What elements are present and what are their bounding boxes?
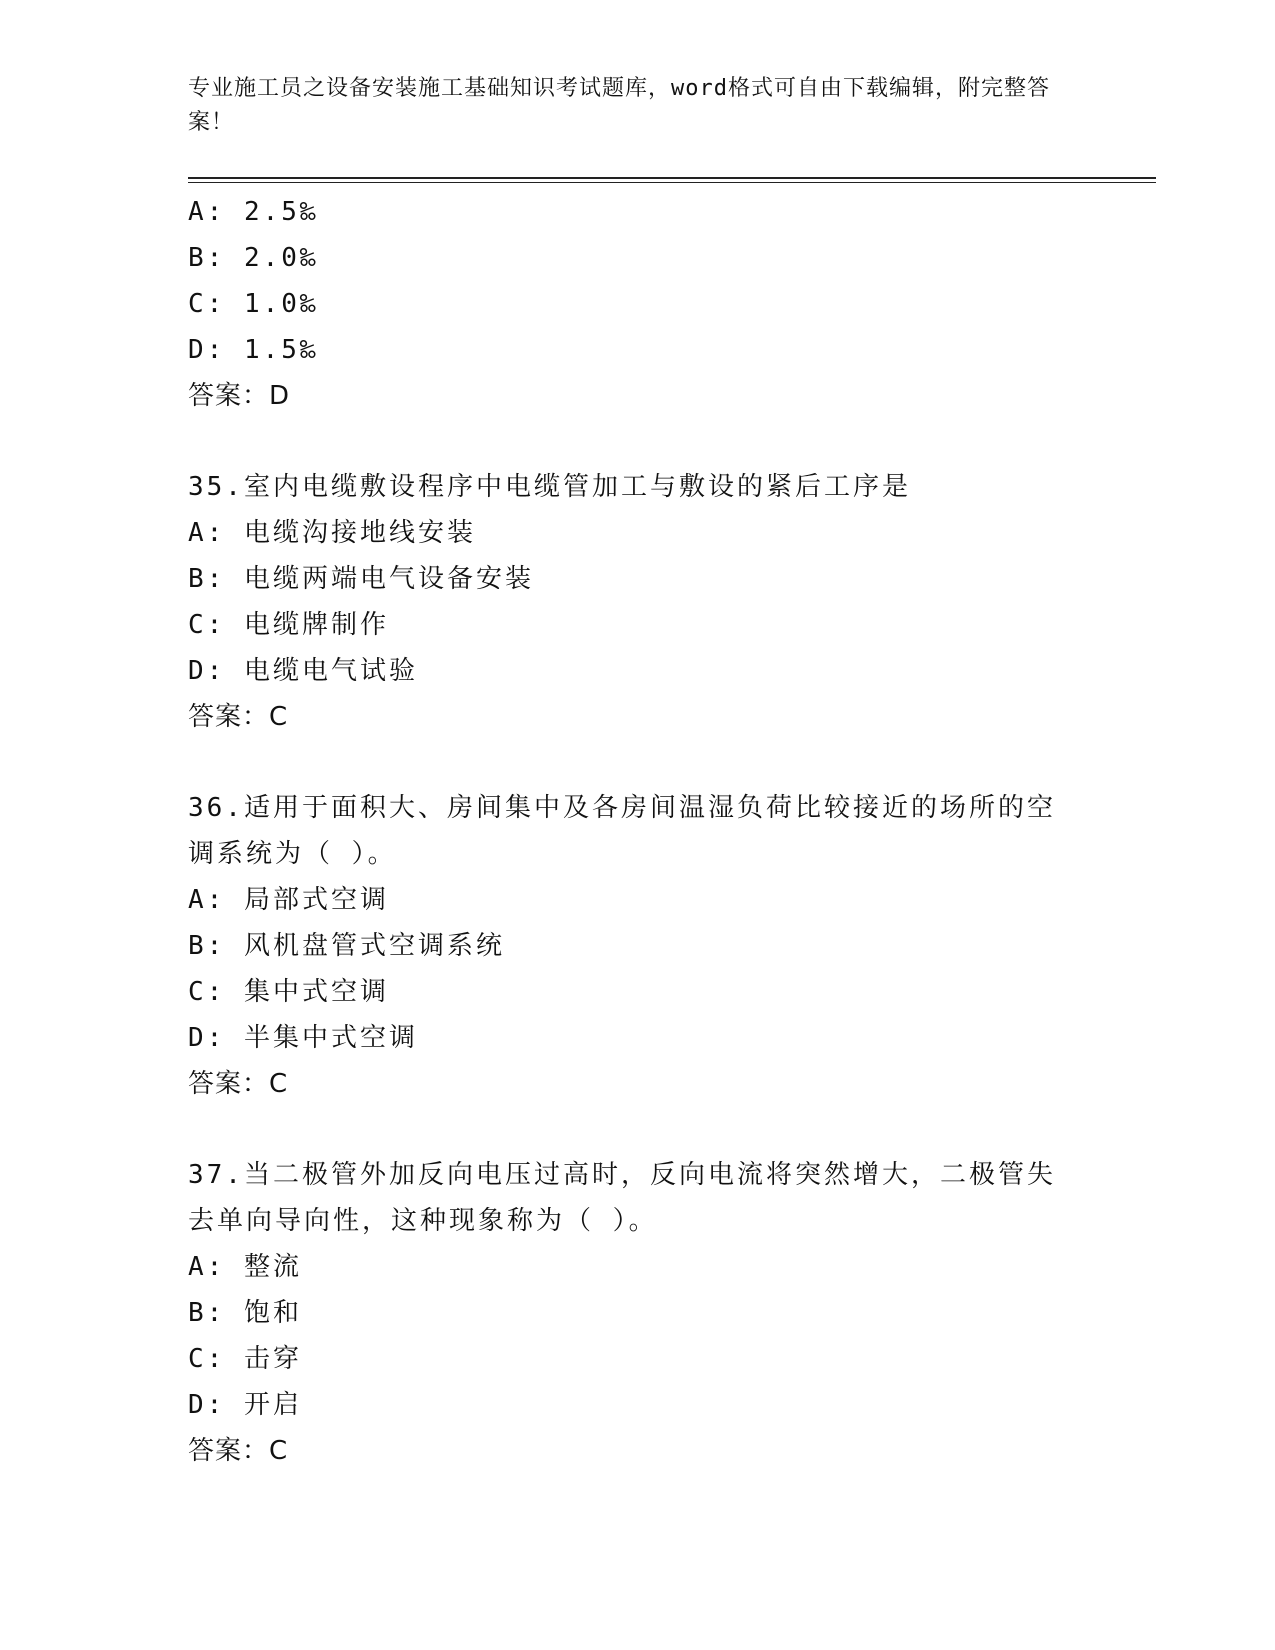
option-label: A: [188, 518, 226, 548]
option-label: B: [188, 243, 226, 273]
option-b [188, 1290, 1088, 1336]
option-c [188, 969, 1088, 1015]
option-label: A: [188, 1252, 226, 1282]
document-header: 专业施工员之设备安装施工基础知识考试题库，word格式可自由下载编辑，附完整答案！ [188, 76, 1050, 135]
option-text: 电缆牌制作 [243, 610, 389, 640]
answer-line: 答案：C [188, 1069, 289, 1099]
option-label: D: [188, 1023, 226, 1053]
option-text: 2.0‰ [243, 243, 319, 273]
option-a [188, 877, 1088, 923]
option-label: C: [188, 610, 226, 640]
option-b [188, 235, 1088, 281]
option-text: 电缆电气试验 [243, 656, 418, 686]
option-d [188, 1015, 1088, 1061]
option-a [188, 1244, 1088, 1290]
answer-line: 答案：C [188, 1436, 289, 1466]
option-text: 电缆沟接地线安装 [243, 518, 476, 548]
option-b [188, 556, 1088, 602]
option-text: 风机盘管式空调系统 [243, 931, 505, 961]
option-label: C: [188, 1344, 226, 1374]
option-label: B: [188, 564, 226, 594]
option-c [188, 602, 1088, 648]
option-text: 开启 [243, 1390, 302, 1420]
option-d [188, 648, 1088, 694]
option-text: 饱和 [243, 1298, 302, 1328]
option-c [188, 281, 1088, 327]
option-label: D: [188, 335, 226, 365]
option-b [188, 923, 1088, 969]
option-a [188, 510, 1088, 556]
option-text: 集中式空调 [243, 977, 389, 1007]
question-stem: 35.室内电缆敷设程序中电缆管加工与敷设的紧后工序是 [188, 472, 911, 502]
option-text: 1.0‰ [243, 289, 319, 319]
option-a [188, 189, 1088, 235]
option-label: C: [188, 289, 226, 319]
option-label: D: [188, 656, 226, 686]
question-stem: 37.当二极管外加反向电压过高时，反向电流将突然增大，二极管失去单向导向性，这种现象称为（ ）。 [188, 1160, 1056, 1236]
option-label: A: [188, 197, 226, 227]
answer-line: 答案：D [188, 381, 291, 411]
question-35 [188, 464, 1088, 740]
option-c [188, 1336, 1088, 1382]
option-text: 局部式空调 [243, 885, 389, 915]
option-label: C: [188, 977, 226, 1007]
option-text: 击穿 [243, 1344, 302, 1374]
carryover-question [188, 189, 1088, 419]
header-divider-thin [188, 182, 1156, 183]
answer-line: 答案：C [188, 702, 289, 732]
option-text: 2.5‰ [243, 197, 319, 227]
option-d [188, 1382, 1088, 1428]
option-label: B: [188, 1298, 226, 1328]
header-divider-thick [188, 177, 1156, 179]
option-d [188, 327, 1088, 373]
question-37 [188, 1152, 1088, 1474]
question-36 [188, 785, 1088, 1107]
option-text: 整流 [243, 1252, 302, 1282]
option-text: 半集中式空调 [243, 1023, 418, 1053]
option-label: B: [188, 931, 226, 961]
option-label: A: [188, 885, 226, 915]
question-list [188, 189, 1088, 1474]
option-text: 电缆两端电气设备安装 [243, 564, 534, 594]
option-text: 1.5‰ [243, 335, 319, 365]
question-stem: 36.适用于面积大、房间集中及各房间温湿负荷比较接近的场所的空调系统为（ ）。 [188, 793, 1056, 869]
option-label: D: [188, 1390, 226, 1420]
